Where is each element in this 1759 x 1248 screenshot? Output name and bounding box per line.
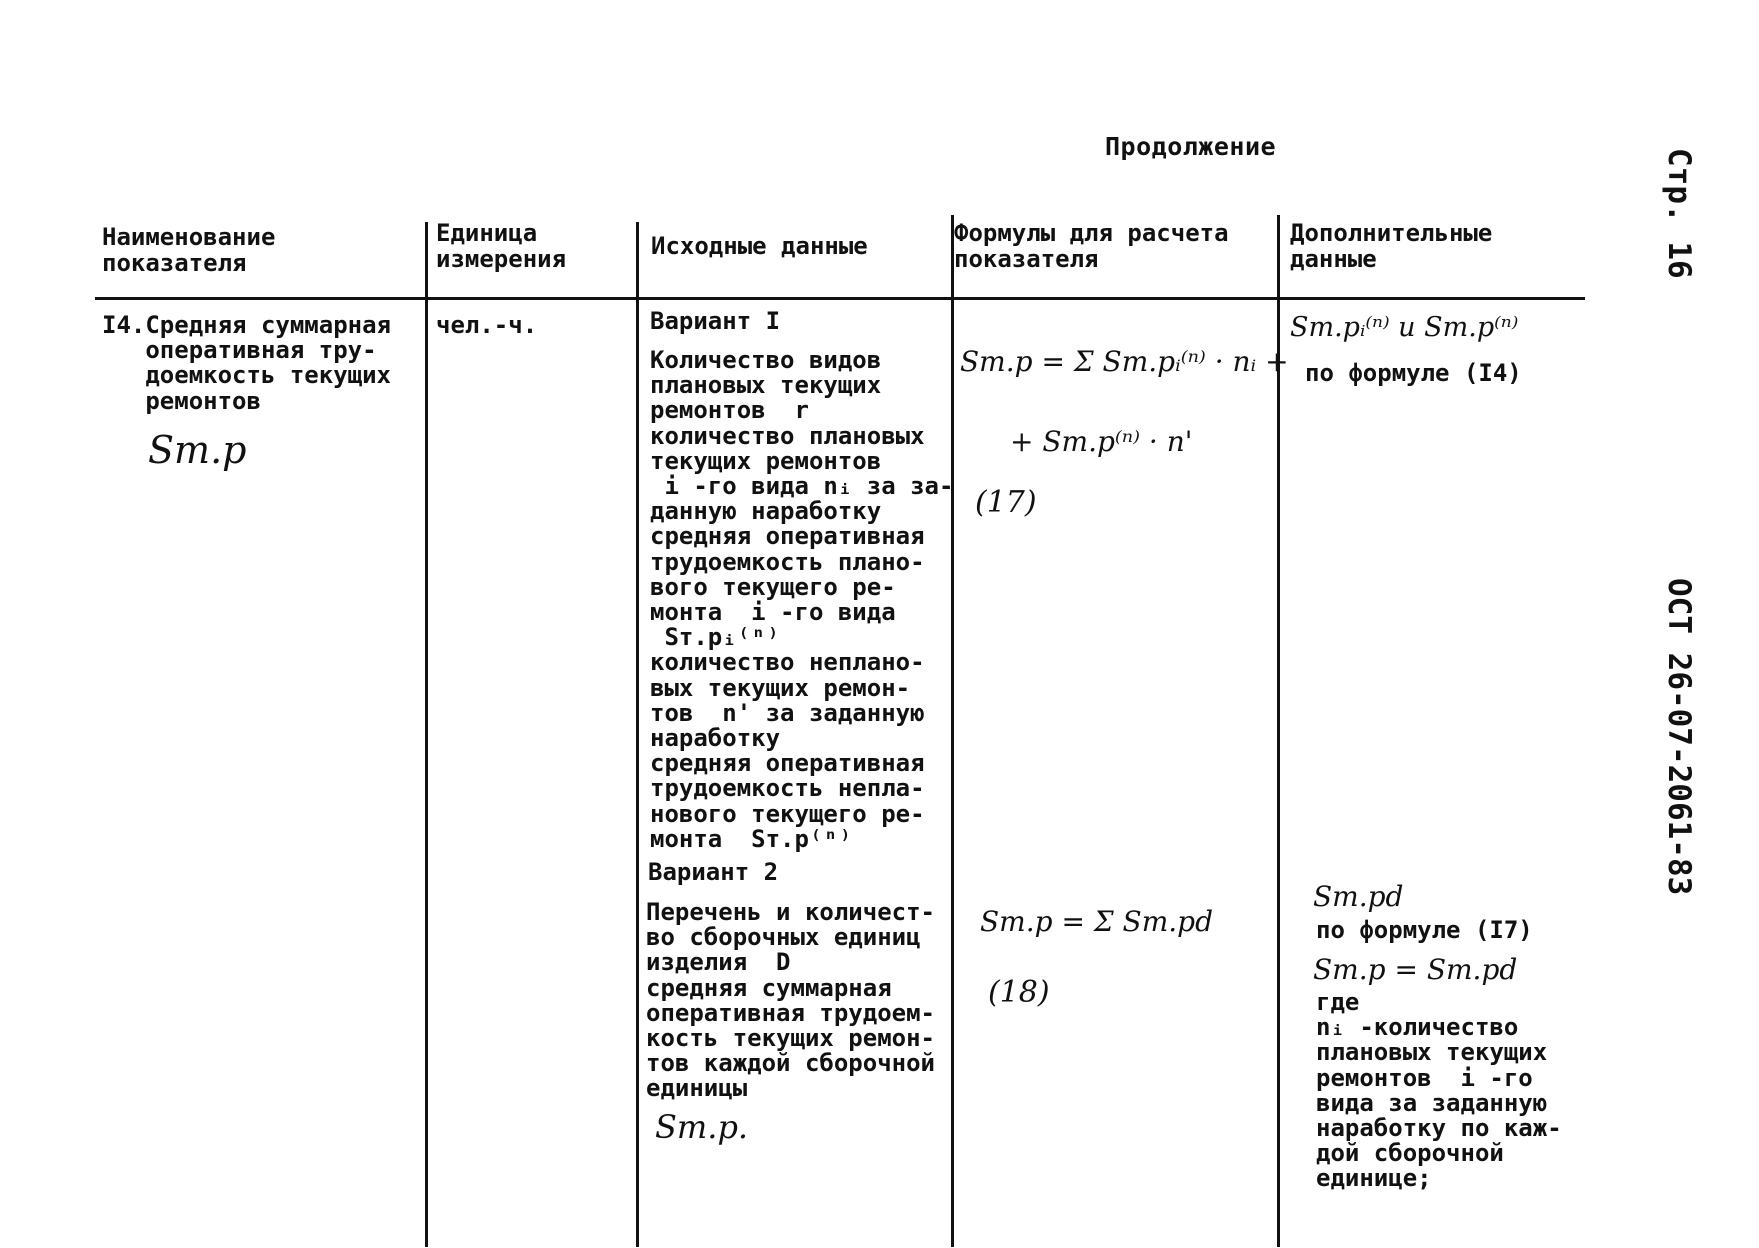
header-divider bbox=[95, 297, 1585, 300]
additional-equation: Sт.р = Sт.рd bbox=[1313, 953, 1518, 986]
header-name: Наименование показателя bbox=[102, 223, 276, 277]
additional-symbols: Sт.рᵢ⁽ⁿ⁾ и Sт.р⁽ⁿ⁾ bbox=[1290, 312, 1519, 343]
formula-18: Sт.р = Σ Sт.рd bbox=[980, 905, 1213, 938]
header-formula: Формулы для расчета показателя bbox=[954, 219, 1229, 273]
indicator-name: I4.Средняя суммарная оперативная тру- доемкость текущих ремонтов bbox=[102, 311, 391, 415]
variant1-title: Вариант I bbox=[650, 307, 781, 335]
standard-code: ОСТ 26-07-2061-83 bbox=[1661, 578, 1697, 896]
column-divider-1 bbox=[425, 222, 428, 1247]
header-additional: Дополнительные данные bbox=[1290, 219, 1493, 273]
additional-ref-17: по формуле (I7) bbox=[1316, 916, 1533, 944]
unit-value: чел.-ч. bbox=[436, 311, 538, 339]
variant2-text: Перечень и количест- во сборочных единиц изделия D средняя суммарная оперативная трудоем- кость текущих ремон- тов каждой сборочной единицы bbox=[646, 898, 935, 1103]
variant2-title: Вариант 2 bbox=[648, 858, 779, 886]
continuation-label: Продолжение bbox=[1105, 132, 1277, 161]
header-source: Исходные данные bbox=[651, 232, 868, 260]
indicator-symbol: Sт.р bbox=[148, 428, 247, 472]
formula-17-line1: Sт.р = Σ Sт.рᵢ⁽ⁿ⁾ · nᵢ + bbox=[960, 345, 1289, 378]
header-unit: Единица измерения bbox=[436, 219, 567, 273]
variant2-symbol: Sт.р. bbox=[655, 1108, 749, 1146]
column-divider-2 bbox=[636, 222, 639, 1247]
formula-17-line2: + Sт.р⁽ⁿ⁾ · n' bbox=[1010, 425, 1193, 458]
additional-definition: где nᵢ -количество плановых текущих ремонтов i -го вида за заданную наработку по каж- дой сборочной единице; bbox=[1316, 988, 1562, 1193]
variant1-text: Количество видов плановых текущих ремонтов r количество плановых текущих ремонтов i -го вида nᵢ за за- данную наработку средняя оперативная трудоемкость плано- вого текущего ре- монта i -го вида Sт.рᵢ⁽ⁿ⁾ количество неплано- вых текущих ремон- тов n' за заданную наработку средняя оперативная трудоемкость непла- нового текущего ре- монта Sт.р⁽ⁿ⁾ bbox=[650, 346, 954, 853]
formula-18-number: (18) bbox=[988, 975, 1050, 1010]
page-number: Стр. 16 bbox=[1661, 148, 1697, 279]
additional-ref-14: по формуле (I4) bbox=[1305, 359, 1522, 387]
formula-17-number: (17) bbox=[975, 485, 1037, 520]
additional-symbol-2: Sт.рd bbox=[1313, 880, 1404, 913]
